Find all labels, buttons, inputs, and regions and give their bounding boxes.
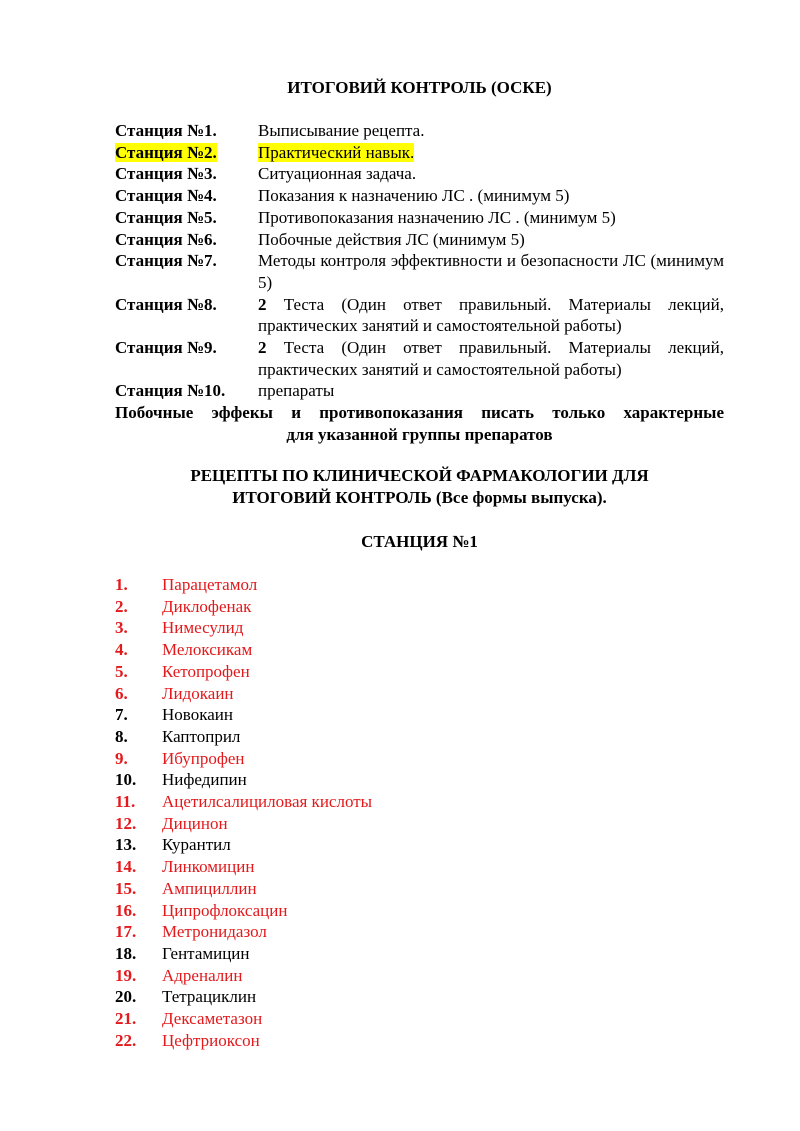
station-description bbox=[258, 163, 724, 185]
drug-item bbox=[115, 900, 724, 922]
station-label-text: Станция №10. bbox=[115, 381, 226, 401]
drug-name: Каптоприл bbox=[162, 726, 241, 746]
station-label bbox=[115, 120, 258, 142]
drug-name: Нифедипин bbox=[162, 770, 247, 790]
station-row bbox=[115, 380, 724, 402]
station-description bbox=[258, 185, 724, 207]
drug-name: Нимесулид bbox=[162, 618, 244, 638]
note bbox=[115, 402, 724, 445]
station-description-text: Показания к назначению ЛС . (минимум 5) bbox=[258, 186, 570, 206]
drug-name: Кетопрофен bbox=[162, 661, 250, 681]
drug-name: Цефтриоксон bbox=[162, 1030, 260, 1050]
drug-number: 10. bbox=[115, 770, 137, 790]
drug-item bbox=[115, 813, 724, 835]
drug-name: Адреналин bbox=[162, 965, 243, 985]
station-heading: СТАНЦИЯ №1 bbox=[361, 532, 478, 551]
station-label-text: Станция №6. bbox=[115, 229, 217, 249]
drug-name: Диклофенак bbox=[162, 596, 252, 616]
recipes-heading-line-2: ИТОГОВИЙ КОНТРОЛЬ (Все формы выпуска). bbox=[232, 488, 607, 507]
station-label-text: Станция №8. bbox=[115, 294, 217, 314]
drug-number: 18. bbox=[115, 943, 137, 963]
station-label bbox=[115, 142, 258, 164]
station-description bbox=[258, 229, 724, 251]
station-label bbox=[115, 229, 258, 251]
drug-number: 21. bbox=[115, 1009, 137, 1029]
station-description-text: препараты bbox=[258, 381, 335, 401]
drug-name: Дицинон bbox=[162, 813, 228, 833]
drug-number: 17. bbox=[115, 922, 137, 942]
recipes-heading bbox=[115, 465, 724, 509]
station-label-text: Станция №1. bbox=[115, 121, 217, 140]
drug-number: 19. bbox=[115, 965, 137, 985]
drug-number: 13. bbox=[115, 835, 137, 855]
station-description-text: Теста (Один ответ правильный. Материалы лекций, практических занятий и самостоятельной работы) bbox=[258, 338, 724, 379]
drug-item bbox=[115, 769, 724, 791]
station-description bbox=[258, 294, 724, 337]
station-description-text: Ситуационная задача. bbox=[258, 164, 417, 184]
drug-name: Ампициллин bbox=[162, 878, 257, 898]
drug-item bbox=[115, 1030, 724, 1052]
drug-item bbox=[115, 704, 724, 726]
station-row bbox=[115, 120, 724, 142]
station-label-text: Станция №5. bbox=[115, 207, 217, 227]
drug-item bbox=[115, 878, 724, 900]
note-line-1: Побочные эффекы и противопоказания писать только характерные bbox=[115, 403, 724, 423]
station-label bbox=[115, 337, 258, 380]
station-label bbox=[115, 250, 258, 293]
station-row bbox=[115, 163, 724, 185]
station-row bbox=[115, 142, 724, 164]
drug-name: Дексаметазон bbox=[162, 1009, 263, 1029]
drug-item bbox=[115, 965, 724, 987]
drug-name: Лидокаин bbox=[162, 683, 234, 703]
station-description bbox=[258, 337, 724, 380]
drug-item bbox=[115, 639, 724, 661]
drug-number: 14. bbox=[115, 857, 137, 877]
drug-number: 3. bbox=[115, 618, 128, 638]
drug-item bbox=[115, 1008, 724, 1030]
document-title: ИТОГОВИЙ КОНТРОЛЬ (ОСКЕ) bbox=[287, 78, 552, 97]
station-row bbox=[115, 207, 724, 229]
stations-list bbox=[115, 120, 724, 446]
station-description bbox=[258, 207, 724, 229]
drug-item bbox=[115, 986, 724, 1008]
station-label bbox=[115, 294, 258, 337]
drug-item bbox=[115, 856, 724, 878]
drug-number: 20. bbox=[115, 987, 137, 1007]
drug-number: 9. bbox=[115, 748, 128, 768]
drug-item bbox=[115, 617, 724, 639]
station-label bbox=[115, 163, 258, 185]
station-description-text: Методы контроля эффективности и безопасности ЛС (минимум 5) bbox=[258, 251, 724, 292]
station-label-text: Станция №4. bbox=[115, 186, 217, 206]
drug-name: Парацетамол bbox=[162, 575, 258, 594]
drug-number: 2. bbox=[115, 596, 128, 616]
station-description-text: Теста (Один ответ правильный. Материалы лекций, практических занятий и самостоятельной работы) bbox=[258, 294, 724, 336]
drug-item bbox=[115, 596, 724, 618]
drug-number: 7. bbox=[115, 705, 128, 725]
drug-number: 16. bbox=[115, 900, 137, 920]
drug-item bbox=[115, 661, 724, 683]
drug-number: 11. bbox=[115, 792, 136, 812]
station-description bbox=[258, 142, 724, 164]
station-description-text: Побочные действия ЛС (минимум 5) bbox=[258, 229, 525, 249]
drug-number: 4. bbox=[115, 640, 128, 660]
recipes-heading-line-1: РЕЦЕПТЫ ПО КЛИНИЧЕСКОЙ ФАРМАКОЛОГИИ ДЛЯ bbox=[190, 466, 649, 485]
drug-number: 8. bbox=[115, 726, 128, 746]
station-row bbox=[115, 337, 724, 380]
station-label-text: Станция №2. bbox=[115, 142, 217, 162]
station-label bbox=[115, 207, 258, 229]
drug-item bbox=[115, 683, 724, 705]
drug-item bbox=[115, 791, 724, 813]
station-label bbox=[115, 380, 258, 402]
station-row bbox=[115, 294, 724, 337]
station-row bbox=[115, 185, 724, 207]
station-row bbox=[115, 229, 724, 251]
station-description-text: Выписывание рецепта. bbox=[258, 121, 425, 140]
drug-name: Ципрофлоксацин bbox=[162, 900, 288, 920]
station-label-text: Станция №3. bbox=[115, 164, 217, 184]
drug-item bbox=[115, 943, 724, 965]
drug-number: 1. bbox=[115, 575, 128, 594]
drug-number: 12. bbox=[115, 813, 137, 833]
drug-name: Новокаин bbox=[162, 705, 233, 725]
drug-name: Курантил bbox=[162, 835, 231, 855]
station-label-text: Станция №7. bbox=[115, 251, 217, 271]
drug-number: 6. bbox=[115, 683, 128, 703]
drug-name: Гентамицин bbox=[162, 943, 250, 963]
station-label-text: Станция №9. bbox=[115, 338, 217, 358]
drug-item bbox=[115, 726, 724, 748]
station-description-text: Противопоказания назначению ЛС . (минимум 5) bbox=[258, 207, 616, 227]
station-test-count: 2 bbox=[258, 338, 267, 358]
drug-number: 5. bbox=[115, 661, 128, 681]
drug-number: 15. bbox=[115, 878, 137, 898]
drug-name: Мелоксикам bbox=[162, 640, 253, 660]
note-line-2: для указанной группы препаратов bbox=[286, 424, 553, 444]
station-description bbox=[258, 250, 724, 293]
drug-name: Линкомицин bbox=[162, 857, 255, 877]
station-description bbox=[258, 120, 724, 142]
drug-number: 22. bbox=[115, 1030, 137, 1050]
station-test-count: 2 bbox=[258, 294, 267, 314]
drug-item bbox=[115, 921, 724, 943]
drug-name: Метронидазол bbox=[162, 922, 267, 942]
drug-list bbox=[115, 574, 724, 1051]
drug-item bbox=[115, 574, 724, 596]
station-description bbox=[258, 380, 724, 402]
drug-name: Ацетилсалициловая кислоты bbox=[162, 792, 373, 812]
station-description-text: Практический навык. bbox=[258, 142, 415, 162]
drug-name: Ибупрофен bbox=[162, 748, 245, 768]
drug-name: Тетрациклин bbox=[162, 987, 257, 1007]
station-label bbox=[115, 185, 258, 207]
station-row bbox=[115, 250, 724, 293]
drug-item bbox=[115, 834, 724, 856]
drug-item bbox=[115, 748, 724, 770]
